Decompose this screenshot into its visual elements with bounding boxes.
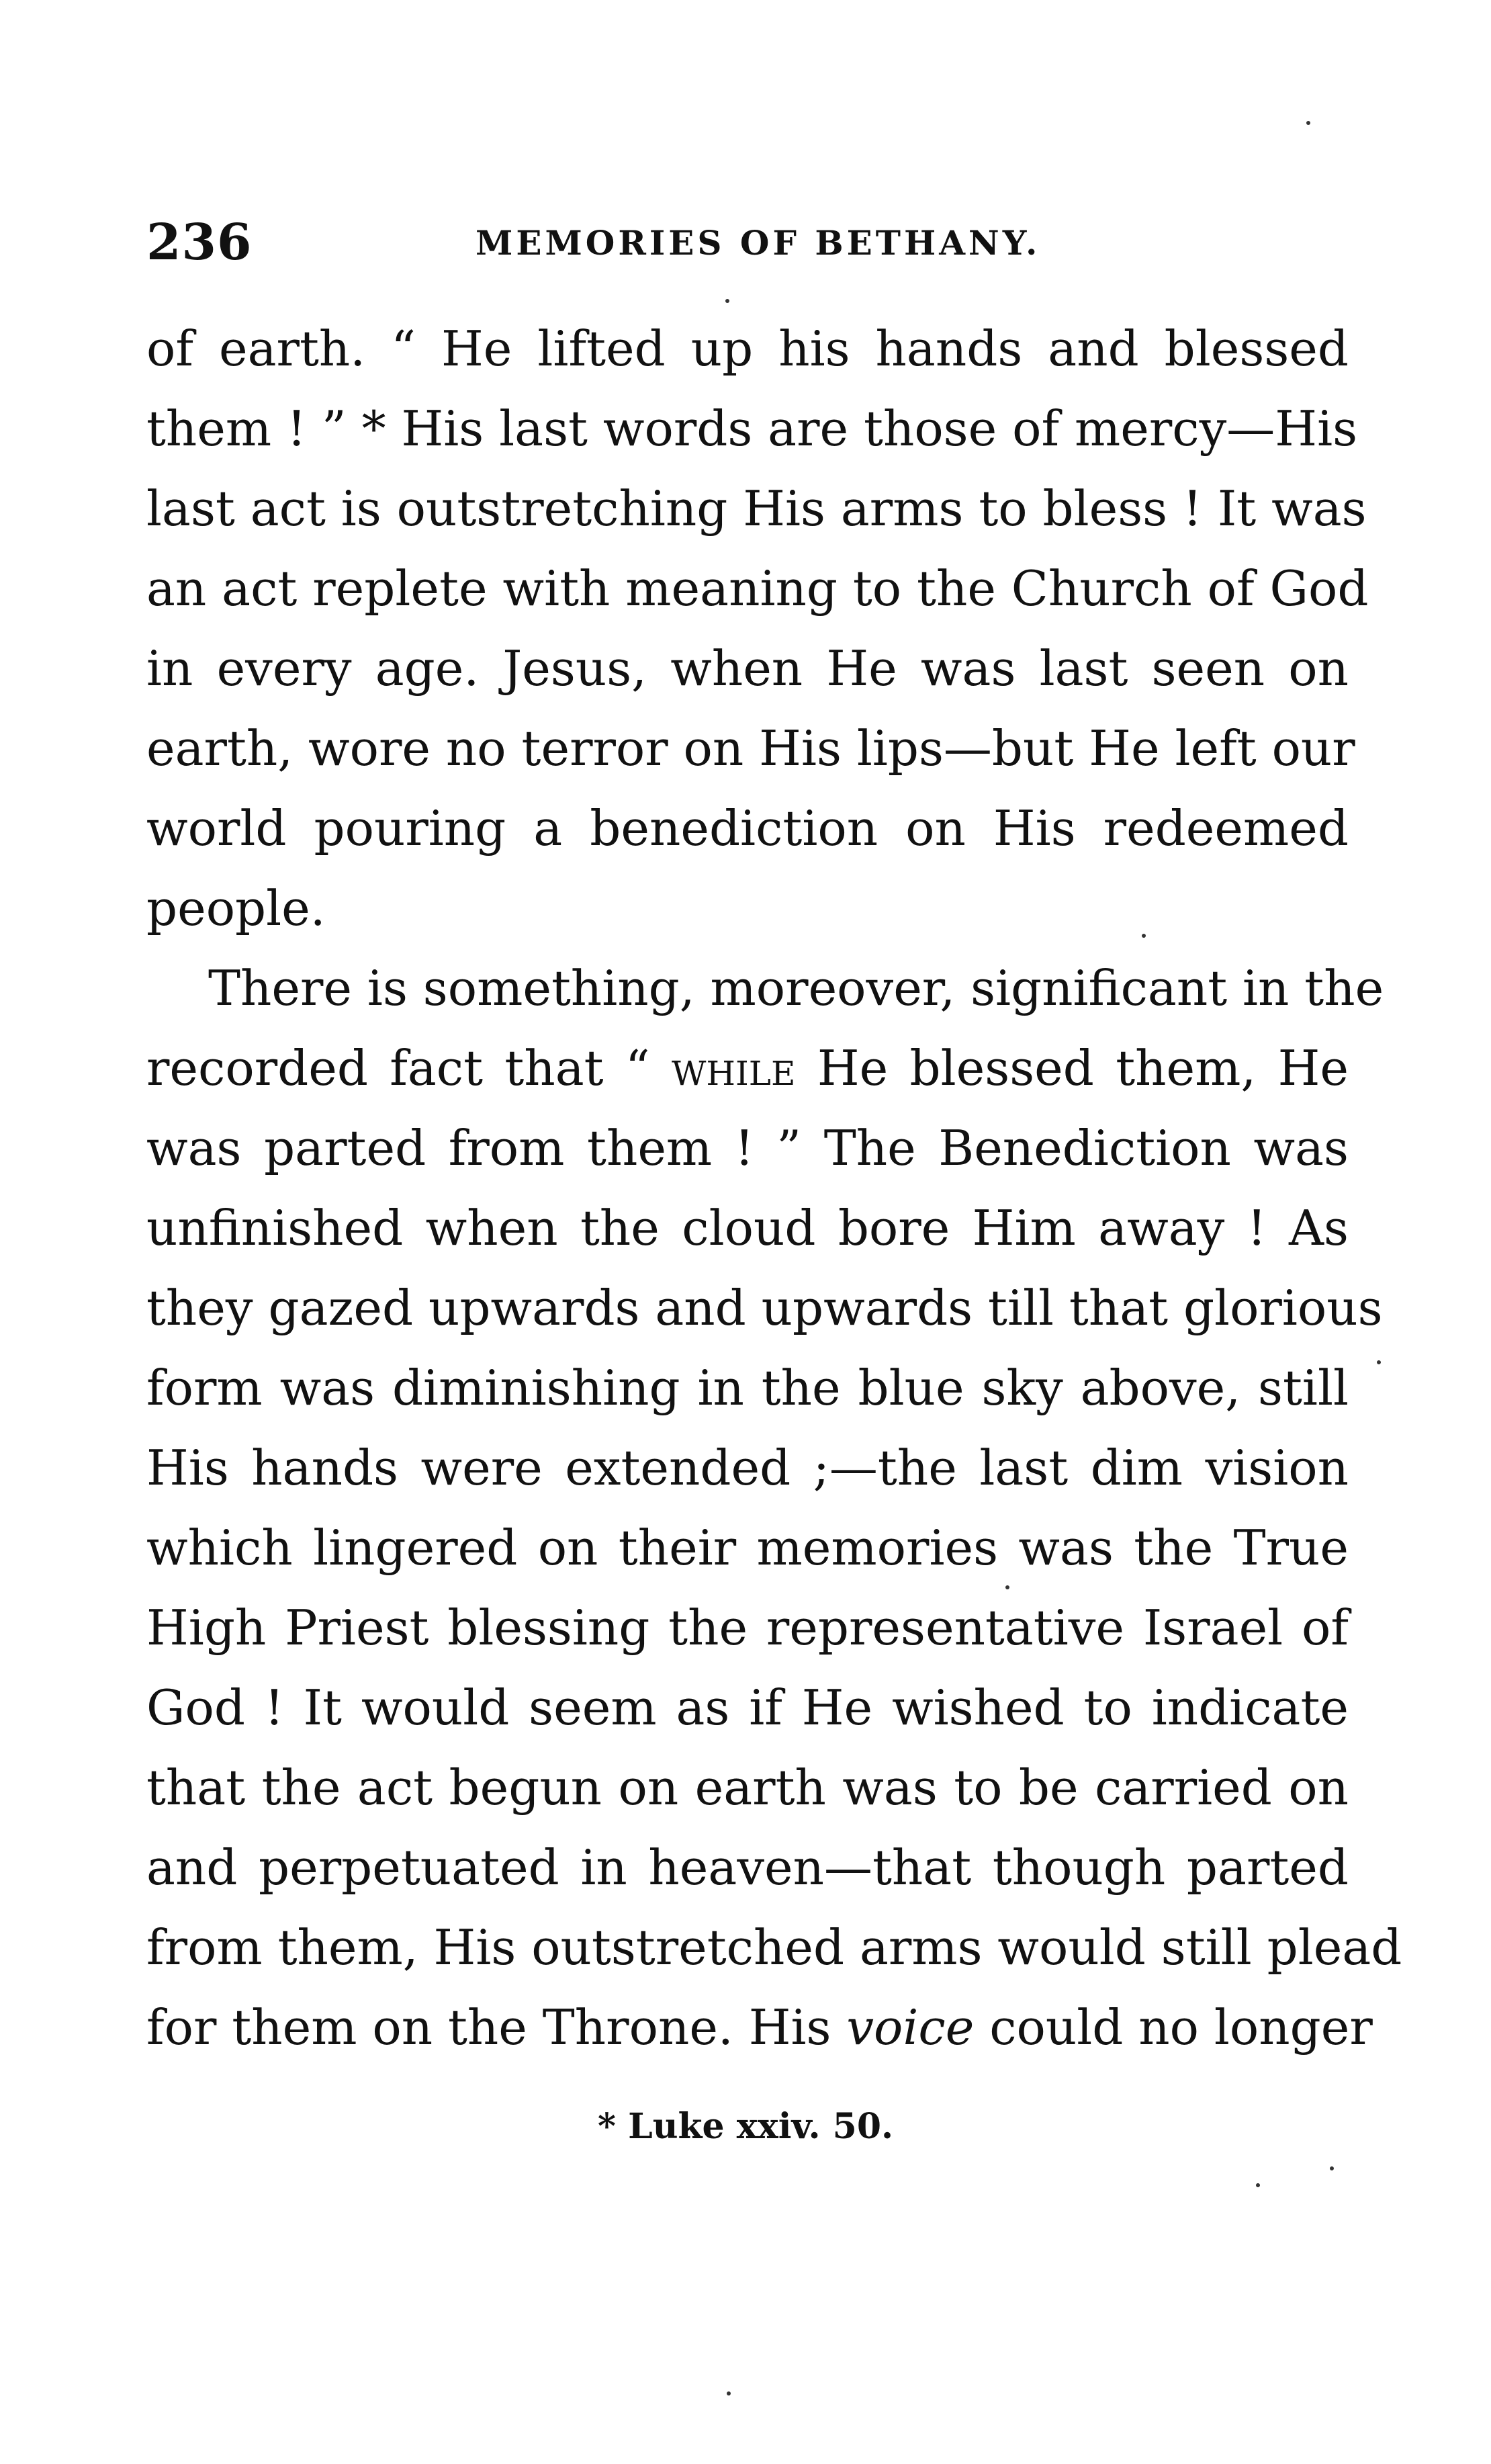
text-line: which lingered on their memories was the True bbox=[146, 1520, 1349, 1576]
text-line: world pouring a benediction on His redeemed bbox=[146, 800, 1349, 856]
page-number: 236 bbox=[146, 214, 253, 271]
text-line: that the act begun on earth was to be carried on bbox=[146, 1759, 1349, 1816]
text-fragment: could no longer bbox=[974, 1999, 1373, 2056]
text-line: last act is outstretching His arms to bless ! It was bbox=[146, 480, 1367, 537]
page-header bbox=[146, 214, 1355, 288]
text-line: High Priest blessing the representative Israel of bbox=[146, 1599, 1349, 1656]
text-line: There is something, moreover, significant in the bbox=[208, 960, 1384, 1016]
footnote: * Luke xxiv. 50. bbox=[597, 2106, 894, 2147]
print-speck bbox=[725, 299, 729, 303]
paragraph-2 bbox=[146, 949, 1402, 2068]
text-line: of earth. “ He lifted up his hands and blessed bbox=[146, 320, 1349, 377]
print-speck bbox=[1330, 2166, 1334, 2170]
italic-word: voice bbox=[846, 1999, 975, 2056]
text-line: form was diminishing in the blue sky above, still bbox=[146, 1360, 1349, 1416]
text-fragment: recorded fact that “ bbox=[146, 1040, 672, 1096]
text-line: an act replete with meaning to the Church of God bbox=[146, 560, 1369, 617]
text-line: from them, His outstretched arms would still plead bbox=[146, 1919, 1402, 1976]
print-speck bbox=[727, 2391, 731, 2395]
paragraph-1 bbox=[146, 309, 1369, 949]
text-line: and perpetuated in heaven—that though parted bbox=[146, 1839, 1349, 1896]
print-speck bbox=[1306, 121, 1310, 125]
text-line: His hands were extended ;—the last dim vision bbox=[146, 1440, 1349, 1496]
text-line bbox=[146, 1028, 1349, 1108]
text-line: them ! ” * His last words are those of mercy—His bbox=[146, 400, 1358, 457]
body-text bbox=[146, 309, 1402, 2068]
print-speck bbox=[1256, 2183, 1260, 2187]
text-line bbox=[146, 1988, 1373, 2068]
text-line: was parted from them ! ” The Benediction was bbox=[146, 1120, 1349, 1176]
text-line: they gazed upwards and upwards till that glorious bbox=[146, 1280, 1383, 1336]
text-line: unfinished when the cloud bore Him away ! As bbox=[146, 1200, 1349, 1256]
small-caps-word: while bbox=[672, 1040, 796, 1096]
print-speck bbox=[1377, 1360, 1381, 1364]
text-fragment: He blessed them, He bbox=[795, 1040, 1349, 1096]
text-line: in every age. Jesus, when He was last seen on bbox=[146, 640, 1349, 697]
text-line: God ! It would seem as if He wished to indicate bbox=[146, 1679, 1349, 1736]
text-fragment: for them on the Throne. His bbox=[146, 1999, 847, 2056]
print-speck bbox=[1005, 1585, 1009, 1589]
text-line: people. bbox=[146, 880, 326, 936]
text-line: earth, wore no terror on His lips—but He left our bbox=[146, 720, 1355, 777]
running-title: MEMORIES OF BETHANY. bbox=[476, 223, 1041, 263]
print-speck bbox=[1142, 934, 1146, 938]
